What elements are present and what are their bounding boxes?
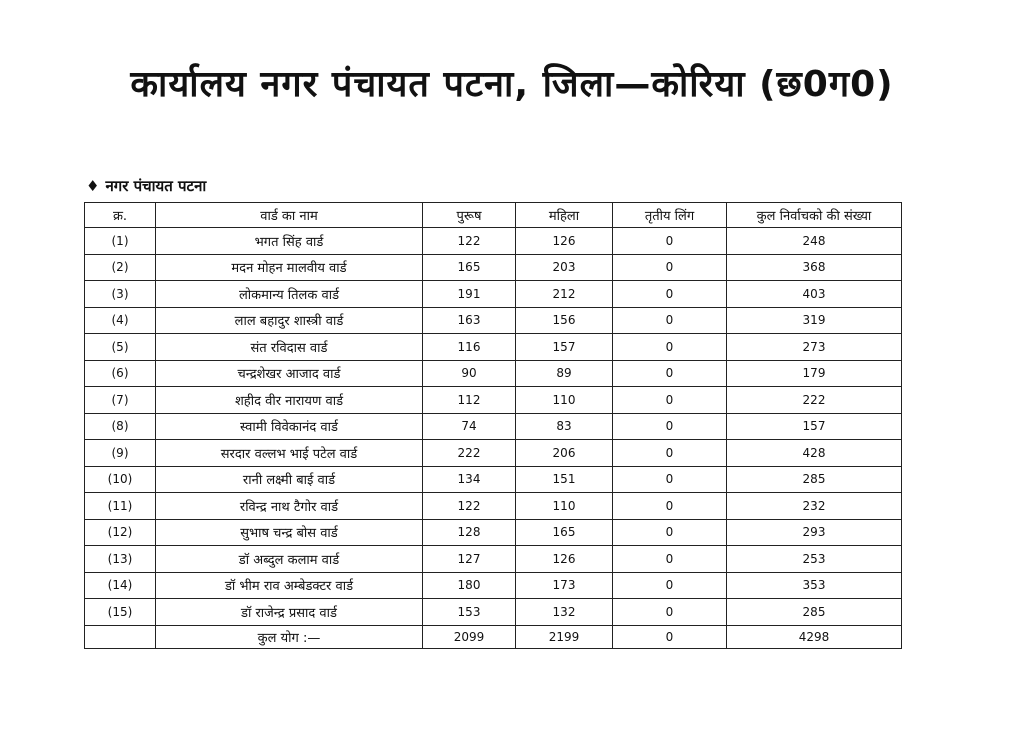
row-female: 110	[516, 493, 613, 520]
table-row	[85, 599, 902, 626]
row-serial: (1)	[85, 228, 156, 255]
row-female: 126	[516, 546, 613, 573]
table-row	[85, 466, 902, 493]
row-total: 157	[727, 413, 902, 440]
total-row	[85, 625, 902, 648]
table-row	[85, 546, 902, 573]
row-male: 112	[423, 387, 516, 414]
row-third-gender: 0	[613, 546, 727, 573]
row-male: 134	[423, 466, 516, 493]
section-heading-label: नगर पंचायत पटना	[105, 177, 207, 195]
table-row	[85, 440, 902, 467]
row-female: 110	[516, 387, 613, 414]
row-male: 153	[423, 599, 516, 626]
row-third-gender: 0	[613, 599, 727, 626]
row-female: 132	[516, 599, 613, 626]
row-total: 232	[727, 493, 902, 520]
table-row	[85, 228, 902, 255]
row-ward-name: रविन्द्र नाथ टैगोर वार्ड	[156, 493, 423, 520]
row-total: 353	[727, 572, 902, 599]
table-row	[85, 254, 902, 281]
total-row-female: 2199	[516, 625, 613, 648]
row-ward-name: शहीद वीर नारायण वार्ड	[156, 387, 423, 414]
diamond-bullet-icon: ♦	[86, 177, 100, 195]
row-ward-name: लोकमान्य तिलक वार्ड	[156, 281, 423, 308]
row-total: 248	[727, 228, 902, 255]
row-male: 180	[423, 572, 516, 599]
row-serial: (5)	[85, 334, 156, 361]
row-third-gender: 0	[613, 387, 727, 414]
row-total: 293	[727, 519, 902, 546]
total-row-male: 2099	[423, 625, 516, 648]
row-female: 203	[516, 254, 613, 281]
row-total: 179	[727, 360, 902, 387]
row-serial: (4)	[85, 307, 156, 334]
table-header-row	[85, 203, 902, 228]
row-female: 157	[516, 334, 613, 361]
row-ward-name: चन्द्रशेखर आजाद वार्ड	[156, 360, 423, 387]
ward-voter-table	[84, 202, 902, 649]
row-third-gender: 0	[613, 307, 727, 334]
row-ward-name: डॉ राजेन्द्र प्रसाद वार्ड	[156, 599, 423, 626]
row-serial: (11)	[85, 493, 156, 520]
row-total: 285	[727, 466, 902, 493]
row-total: 368	[727, 254, 902, 281]
row-serial: (6)	[85, 360, 156, 387]
row-female: 206	[516, 440, 613, 467]
row-third-gender: 0	[613, 572, 727, 599]
row-third-gender: 0	[613, 334, 727, 361]
table-row	[85, 519, 902, 546]
row-third-gender: 0	[613, 360, 727, 387]
row-female: 156	[516, 307, 613, 334]
row-male: 116	[423, 334, 516, 361]
row-ward-name: सरदार वल्लभ भाई पटेल वार्ड	[156, 440, 423, 467]
row-female: 126	[516, 228, 613, 255]
total-row-total: 4298	[727, 625, 902, 648]
row-ward-name: स्वामी विवेकानंद वार्ड	[156, 413, 423, 440]
table-row	[85, 493, 902, 520]
section-heading	[86, 176, 206, 196]
row-ward-name: मदन मोहन मालवीय वार्ड	[156, 254, 423, 281]
column-header-serial: क्र.	[85, 203, 156, 228]
row-serial: (13)	[85, 546, 156, 573]
row-serial: (3)	[85, 281, 156, 308]
table-row	[85, 413, 902, 440]
row-ward-name: डॉ अब्दुल कलाम वार्ड	[156, 546, 423, 573]
row-ward-name: संत रविदास वार्ड	[156, 334, 423, 361]
column-header-ward-name: वार्ड का नाम	[156, 203, 423, 228]
row-female: 212	[516, 281, 613, 308]
column-header-male: पुरूष	[423, 203, 516, 228]
row-male: 74	[423, 413, 516, 440]
total-row-label: कुल योग :—	[156, 625, 423, 648]
row-third-gender: 0	[613, 281, 727, 308]
row-male: 127	[423, 546, 516, 573]
row-female: 165	[516, 519, 613, 546]
row-male: 165	[423, 254, 516, 281]
row-female: 173	[516, 572, 613, 599]
row-third-gender: 0	[613, 519, 727, 546]
row-third-gender: 0	[613, 440, 727, 467]
table-row	[85, 281, 902, 308]
row-male: 191	[423, 281, 516, 308]
row-male: 122	[423, 228, 516, 255]
row-serial: (7)	[85, 387, 156, 414]
total-row-third-gender: 0	[613, 625, 727, 648]
table-row	[85, 387, 902, 414]
table-row	[85, 360, 902, 387]
row-ward-name: रानी लक्ष्मी बाई वार्ड	[156, 466, 423, 493]
column-header-female: महिला	[516, 203, 613, 228]
row-female: 83	[516, 413, 613, 440]
row-serial: (2)	[85, 254, 156, 281]
row-male: 122	[423, 493, 516, 520]
row-ward-name: लाल बहादुर शास्त्री वार्ड	[156, 307, 423, 334]
row-female: 89	[516, 360, 613, 387]
row-total: 285	[727, 599, 902, 626]
row-serial: (12)	[85, 519, 156, 546]
page-title: कार्यालय नगर पंचायत पटना, जिला—कोरिया (छ0ग0)	[130, 64, 894, 105]
row-total: 428	[727, 440, 902, 467]
table-row	[85, 572, 902, 599]
total-row-serial	[85, 625, 156, 648]
row-total: 403	[727, 281, 902, 308]
table-row	[85, 334, 902, 361]
column-header-total-voters: कुल निर्वाचको की संख्या	[727, 203, 902, 228]
row-serial: (15)	[85, 599, 156, 626]
row-third-gender: 0	[613, 466, 727, 493]
row-male: 90	[423, 360, 516, 387]
row-ward-name: भगत सिंह वार्ड	[156, 228, 423, 255]
table-row	[85, 307, 902, 334]
row-female: 151	[516, 466, 613, 493]
row-total: 319	[727, 307, 902, 334]
row-third-gender: 0	[613, 493, 727, 520]
row-third-gender: 0	[613, 228, 727, 255]
row-male: 163	[423, 307, 516, 334]
column-header-third-gender: तृतीय लिंग	[613, 203, 727, 228]
row-serial: (14)	[85, 572, 156, 599]
row-serial: (9)	[85, 440, 156, 467]
row-serial: (10)	[85, 466, 156, 493]
row-third-gender: 0	[613, 254, 727, 281]
row-ward-name: सुभाष चन्द्र बोस वार्ड	[156, 519, 423, 546]
row-total: 273	[727, 334, 902, 361]
row-total: 222	[727, 387, 902, 414]
row-total: 253	[727, 546, 902, 573]
row-male: 128	[423, 519, 516, 546]
row-serial: (8)	[85, 413, 156, 440]
row-male: 222	[423, 440, 516, 467]
row-third-gender: 0	[613, 413, 727, 440]
row-ward-name: डॉ भीम राव अम्बेडक्टर वार्ड	[156, 572, 423, 599]
